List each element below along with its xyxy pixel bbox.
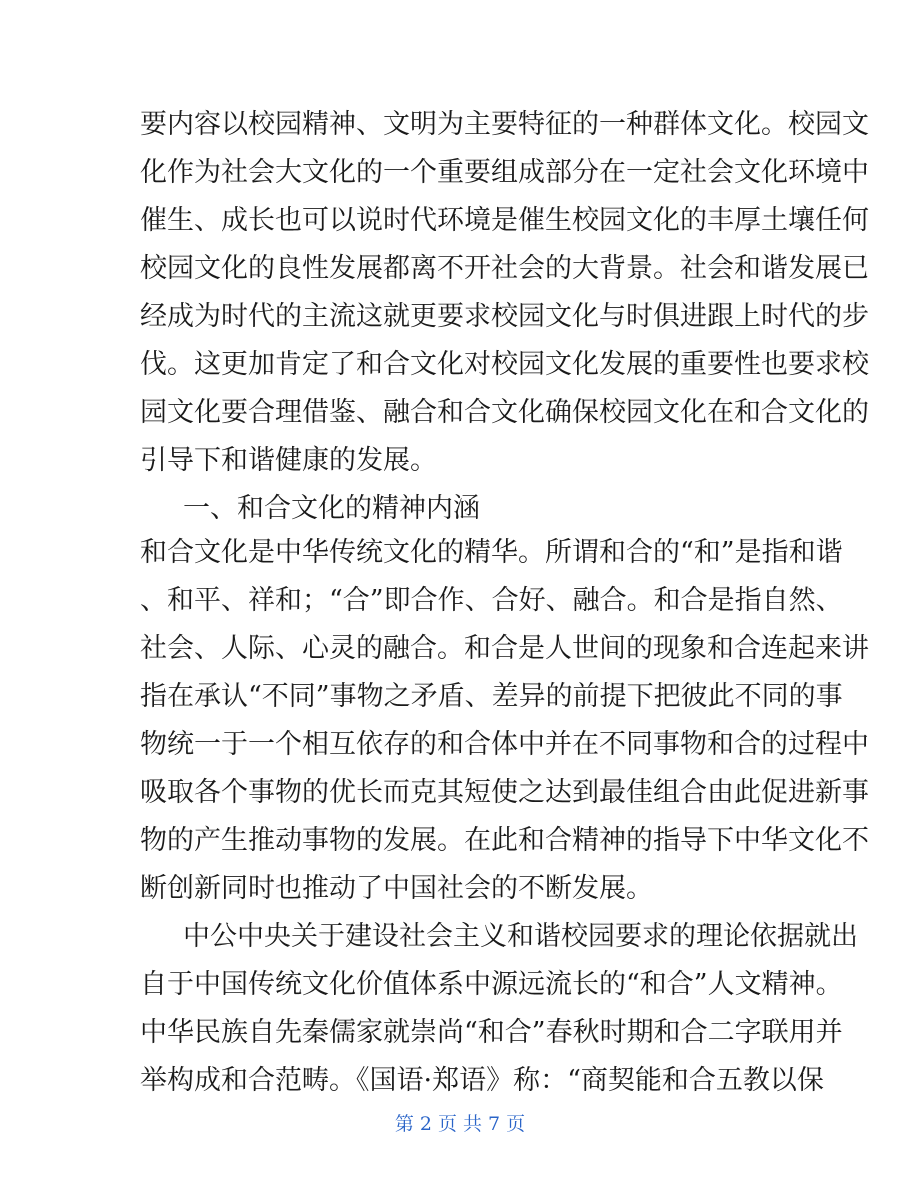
- text-line: 指在承认“不同”事物之矛盾、差异的前提下把彼此不同的事: [140, 681, 843, 712]
- text-line: 校园文化的良性发展都离不开社会的大背景。社会和谐发展已: [140, 253, 869, 284]
- text-line: 引导下和谐健康的发展。: [140, 445, 437, 476]
- text-line: 自于中国传统文化价值体系中源远流长的“和合”人文精神。: [140, 969, 843, 1000]
- text-line: 经成为时代的主流这就更要求校园文化与时俱进跟上时代的步: [140, 301, 869, 332]
- section-heading: 一、和合文化的精神内涵: [183, 493, 480, 524]
- text-line: 中华民族自先秦儒家就崇尚“和合”春秋时期和合二字联用并: [140, 1017, 843, 1048]
- text-line: 物统一于一个相互依存的和合体中并在不同事物和合的过程中: [140, 729, 869, 760]
- text-line: 和合文化是中华传统文化的精华。所谓和合的“和”是指和谐: [140, 537, 843, 568]
- text-line: 化作为社会大文化的一个重要组成部分在一定社会文化环境中: [140, 157, 869, 188]
- text-line: 物的产生推动事物的发展。在此和合精神的指导下中华文化不: [140, 825, 869, 856]
- text-line: 举构成和合范畴。《国语·郑语》称：“商契能和合五教以保: [140, 1065, 824, 1096]
- paragraph-first-line: 中公中央关于建设社会主义和谐校园要求的理论依据就出: [183, 921, 858, 952]
- text-line: 社会、人际、心灵的融合。和合是人世间的现象和合连起来讲: [140, 633, 869, 664]
- text-line: 催生、成长也可以说时代环境是催生校园文化的丰厚土壤任何: [140, 205, 869, 236]
- text-line: 断创新同时也推动了中国社会的不断发展。: [140, 873, 653, 904]
- page-number-footer: 第 2 页 共 7 页: [394, 1113, 526, 1135]
- text-line: 园文化要合理借鉴、融合和合文化确保校园文化在和合文化的: [140, 397, 869, 428]
- text-line: 伐。这更加肯定了和合文化对校园文化发展的重要性也要求校: [140, 349, 869, 380]
- text-line: 要内容以校园精神、文明为主要特征的一种群体文化。校园文: [140, 109, 869, 140]
- text-line: 吸取各个事物的优长而克其短使之达到最佳组合由此促进新事: [140, 777, 869, 808]
- text-line: 、和平、祥和；“合”即合作、合好、融合。和合是指自然、: [140, 585, 843, 616]
